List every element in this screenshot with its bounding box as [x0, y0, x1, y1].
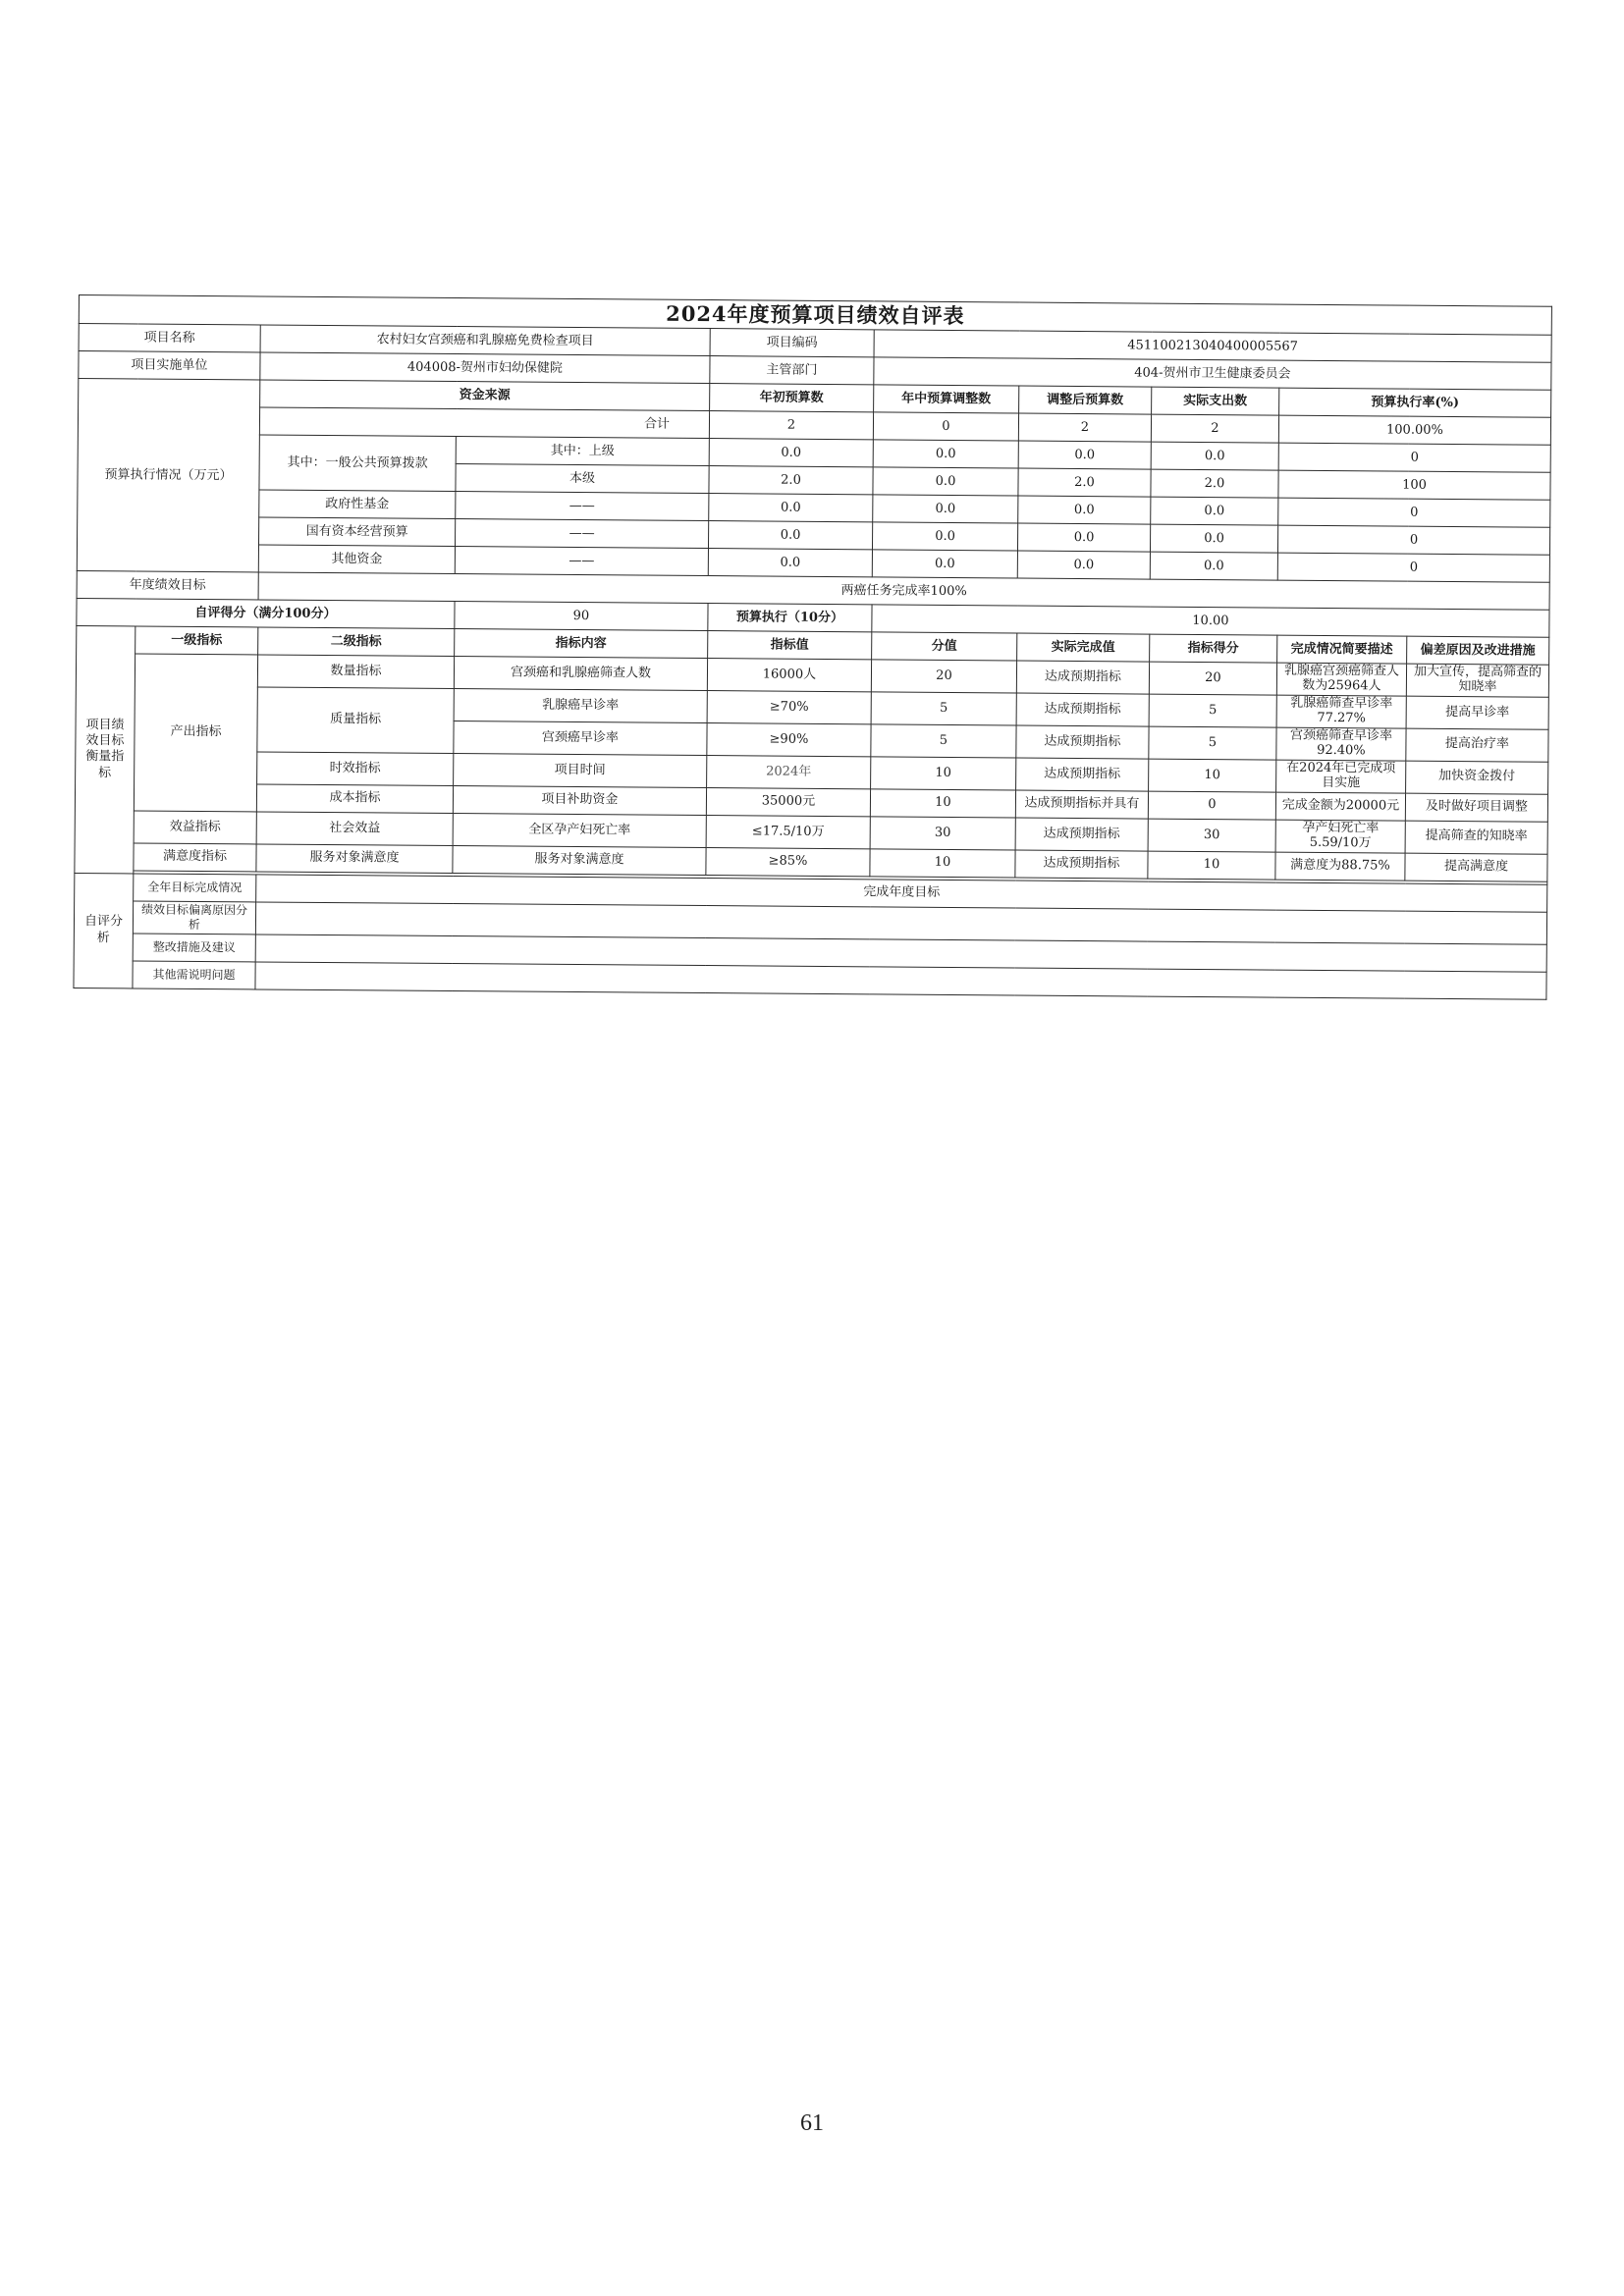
budget-cell: 0.0 [708, 521, 872, 550]
project-name-label: 项目名称 [79, 324, 260, 352]
evaluation-table [73, 294, 1552, 999]
target-cell: 35000元 [706, 787, 870, 816]
page-number: 61 [800, 2110, 824, 2136]
indicators-section-label: 项目绩效目标衡量指标 [75, 626, 135, 874]
desc-cell: 在2024年已完成项目实施 [1276, 760, 1406, 793]
actual-cell: 达成预期指标 [1016, 661, 1149, 694]
ind-header-actual: 实际完成值 [1017, 633, 1150, 662]
actual-cell: 达成预期指标 [1016, 758, 1149, 791]
evaluation-form [73, 294, 1551, 999]
budget-cell: 0.0 [1017, 551, 1150, 579]
self-eval-row-label: 整改措施及建议 [133, 934, 255, 962]
score-cell: 10 [1148, 851, 1275, 880]
annual-goal: 两癌任务完成率100% [258, 572, 1549, 610]
satisfaction-indicator-label: 满意度指标 [134, 843, 256, 872]
weight-cell: 10 [870, 789, 1015, 818]
budget-cell: 0.0 [873, 467, 1018, 496]
budget-dash: —— [455, 519, 708, 549]
target-cell: ≥70% [707, 691, 871, 724]
desc-cell: 满意度为88.75% [1275, 852, 1405, 881]
budget-cell: 0 [1278, 443, 1550, 472]
level2-cell: 质量指标 [257, 687, 455, 753]
self-eval-row-label: 全年目标完成情况 [134, 874, 256, 902]
target-cell: 16000人 [707, 659, 871, 692]
budget-cell: 0.0 [872, 550, 1017, 578]
budget-section-label: 预算执行情况（万元） [77, 379, 260, 572]
desc-cell: 完成金额为20000元 [1275, 792, 1405, 821]
benefit-indicator-label: 效益指标 [134, 811, 256, 844]
budget-dash: —— [456, 492, 709, 521]
budget-other-label: 其他资金 [258, 545, 455, 574]
ind-header-desc: 完成情况简要描述 [1277, 635, 1407, 664]
target-cell: ≥90% [707, 723, 871, 757]
ind-header-weight: 分值 [872, 632, 1017, 661]
weight-cell: 30 [870, 817, 1015, 850]
implementing-unit-label: 项目实施单位 [79, 351, 260, 380]
budget-cell: 2 [709, 411, 873, 440]
budget-cell: 2.0 [709, 466, 873, 495]
weight-cell: 10 [870, 848, 1015, 877]
content-cell: 项目补助资金 [453, 785, 706, 815]
budget-total-label: 合计 [259, 407, 709, 439]
desc-cell: 乳腺癌宫颈癌筛查人数为25964人 [1276, 663, 1406, 696]
budget-cell: 0.0 [708, 549, 872, 577]
reason-cell: 及时做好项目调整 [1405, 793, 1547, 822]
project-code-label: 项目编码 [710, 329, 874, 357]
budget-exec-score: 10.00 [872, 605, 1549, 637]
score-cell: 0 [1148, 791, 1275, 820]
content-cell: 服务对象满意度 [453, 845, 706, 875]
desc-cell: 乳腺癌筛查早诊率77.27% [1276, 695, 1406, 728]
score-cell: 30 [1148, 819, 1275, 852]
budget-header-initial: 年初预算数 [710, 384, 874, 412]
budget-header-adjust: 年中预算调整数 [874, 385, 1019, 413]
budget-cell: 0 [1277, 553, 1549, 582]
budget-cell: 0.0 [1151, 442, 1278, 470]
target-cell: ≥85% [706, 847, 870, 876]
reason-cell: 提高满意度 [1405, 853, 1547, 881]
budget-cell: 2.0 [1151, 469, 1278, 498]
budget-cell: 0.0 [1151, 497, 1278, 525]
actual-cell: 达成预期指标并具有 [1015, 790, 1148, 819]
actual-cell: 达成预期指标 [1016, 725, 1149, 759]
budget-cell: 0.0 [873, 440, 1018, 468]
reason-cell: 提高治疗率 [1406, 728, 1548, 762]
actual-cell: 达成预期指标 [1015, 818, 1148, 851]
score-cell: 10 [1149, 759, 1276, 792]
budget-cell: 0 [873, 412, 1018, 441]
self-eval-row-label: 绩效目标偏离原因分析 [133, 901, 255, 934]
level2-cell: 时效指标 [257, 752, 454, 785]
budget-cell: 0.0 [1150, 524, 1277, 553]
budget-cell: 100.00% [1278, 415, 1550, 445]
content-cell: 宫颈癌早诊率 [454, 721, 707, 756]
score-cell: 20 [1149, 662, 1276, 695]
budget-cell: 0.0 [709, 494, 873, 522]
implementing-unit: 404008-贺州市妇幼保健院 [260, 352, 710, 384]
desc-cell: 孕产妇死亡率5.59/10万 [1275, 820, 1405, 853]
budget-cell: 0.0 [1018, 496, 1151, 524]
project-name: 农村妇女宫颈癌和乳腺癌免费检查项目 [260, 325, 710, 356]
level2-cell: 成本指标 [256, 784, 453, 814]
budget-cell: 100 [1278, 470, 1550, 500]
self-score: 90 [455, 602, 708, 631]
form-title: 2024年度预算项目绩效自评表 [79, 295, 1551, 336]
budget-general-label: 其中：一般公共预算拨款 [259, 435, 456, 492]
weight-cell: 10 [871, 757, 1016, 790]
target-cell: 2024年 [707, 755, 871, 788]
reason-cell: 提高早诊率 [1406, 696, 1548, 729]
level2-cell: 数量指标 [257, 655, 454, 688]
self-eval-section-label: 自评分析 [74, 873, 134, 988]
content-cell: 乳腺癌早诊率 [454, 689, 707, 723]
actual-cell: 达成预期指标 [1015, 850, 1148, 879]
budget-cell: 0.0 [1017, 523, 1150, 552]
budget-header-rate: 预算执行率(%) [1279, 388, 1551, 417]
self-eval-row-label: 其他需说明问题 [133, 961, 255, 989]
ind-header-reason: 偏差原因及改进措施 [1407, 636, 1549, 665]
budget-cell: 2.0 [1018, 468, 1151, 497]
department-label: 主管部门 [710, 356, 874, 385]
budget-cell: 0 [1278, 498, 1550, 527]
reason-cell: 加快资金拨付 [1406, 761, 1548, 794]
desc-cell: 宫颈癌筛查早诊率92.40% [1276, 727, 1406, 761]
budget-exec-label: 预算执行（10分） [708, 604, 872, 632]
budget-cell: 2 [1018, 413, 1151, 442]
budget-local-label: 本级 [456, 464, 709, 494]
ind-header-level2: 二级指标 [258, 627, 455, 657]
budget-cell: 0.0 [872, 522, 1017, 551]
target-cell: ≤17.5/10万 [706, 815, 870, 848]
reason-cell: 提高筛查的知晓率 [1405, 821, 1547, 854]
ind-header-level1: 一级指标 [135, 626, 258, 655]
annual-goal-label: 年度绩效目标 [77, 571, 258, 600]
budget-upper-label: 其中：上级 [456, 437, 709, 466]
ind-header-target: 指标值 [708, 631, 872, 660]
self-score-label: 自评得分（满分100分） [77, 599, 455, 629]
ind-header-content: 指标内容 [455, 629, 708, 659]
content-cell: 全区孕产妇死亡率 [453, 813, 706, 847]
self-eval-row-value: 完成年度目标 [256, 875, 1547, 912]
budget-dash: —— [455, 547, 708, 576]
department: 404-贺州市卫生健康委员会 [874, 357, 1551, 390]
content-cell: 项目时间 [454, 753, 707, 787]
budget-cell: 0.0 [1018, 441, 1151, 469]
content-cell: 宫颈癌和乳腺癌筛查人数 [454, 657, 707, 691]
budget-cell: 0.0 [1150, 552, 1277, 580]
score-cell: 5 [1149, 694, 1276, 727]
budget-header-adjusted: 调整后预算数 [1019, 386, 1152, 414]
weight-cell: 5 [871, 724, 1016, 758]
reason-cell: 加大宣传，提高筛查的知晓率 [1406, 664, 1548, 697]
budget-header-source: 资金来源 [260, 380, 710, 411]
budget-gov-fund-label: 政府性基金 [259, 490, 456, 519]
actual-cell: 达成预期指标 [1016, 693, 1149, 726]
project-code: 451100213040400005567 [874, 330, 1551, 362]
level2-cell: 社会效益 [256, 812, 453, 845]
weight-cell: 20 [871, 660, 1016, 693]
weight-cell: 5 [871, 692, 1016, 725]
score-cell: 5 [1149, 726, 1276, 760]
budget-cell: 0 [1277, 525, 1549, 555]
output-indicator-label: 产出指标 [134, 654, 257, 811]
level2-cell: 服务对象满意度 [256, 844, 453, 874]
budget-state-capital-label: 国有资本经营预算 [259, 517, 456, 547]
budget-cell: 2 [1151, 414, 1278, 443]
ind-header-score: 指标得分 [1150, 634, 1277, 663]
budget-cell: 0.0 [709, 439, 873, 467]
budget-header-actual: 实际支出数 [1152, 387, 1279, 415]
budget-cell: 0.0 [873, 495, 1018, 523]
